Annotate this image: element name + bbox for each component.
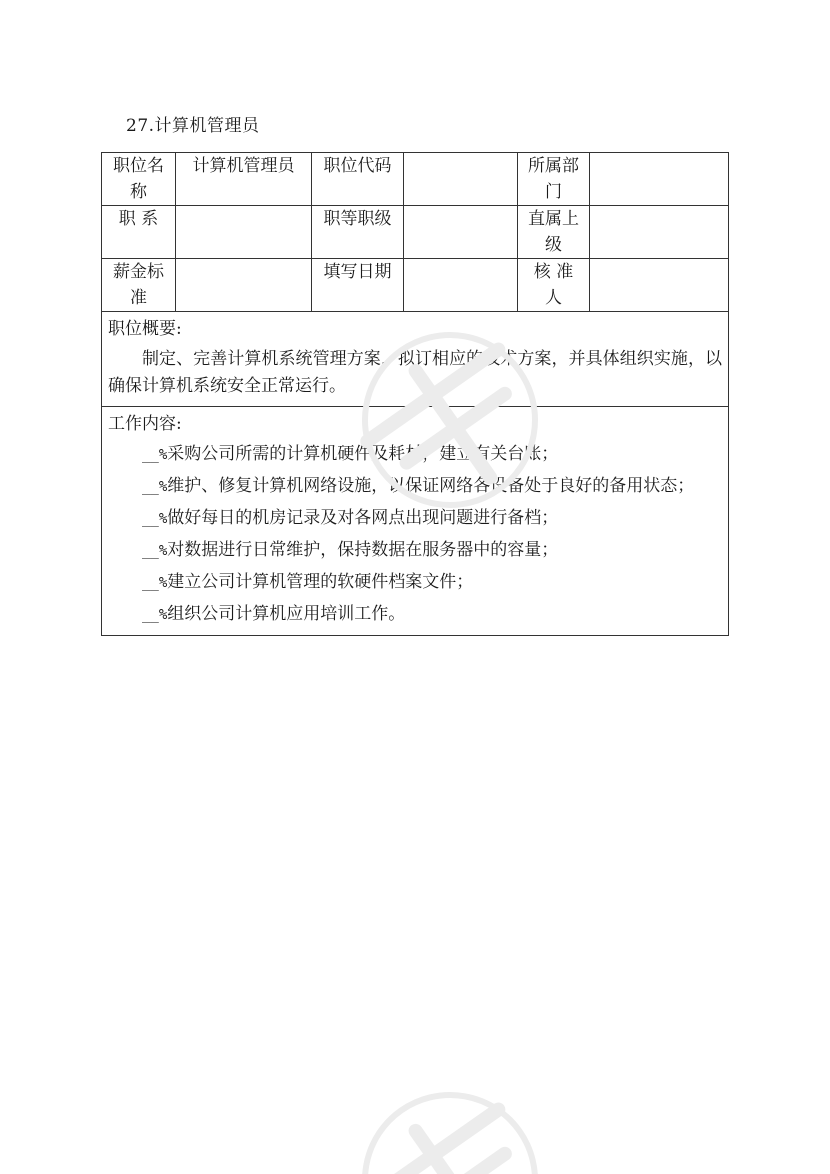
- summary-text: 制定、完善计算机系统管理方案，拟订相应的技术方案，并具体组织实施，以确保计算机系统安全正常运行。: [108, 349, 722, 396]
- value-department: [590, 153, 729, 206]
- table-row: [102, 206, 729, 259]
- summary-section: [102, 312, 729, 407]
- job-description-table: [101, 152, 729, 636]
- value-position-name: 计算机管理员: [176, 153, 312, 206]
- table-row: [102, 153, 729, 206]
- duty-item: __%采购公司所需的计算机硬件及耗材，建立有关台账；: [142, 444, 559, 464]
- percent-blank: __%: [142, 543, 168, 559]
- watermark-graphic: [330, 1060, 570, 1174]
- label-approver: 核 准 人: [518, 259, 590, 312]
- page-title: 27.计算机管理员: [126, 116, 260, 136]
- percent-blank: __%: [142, 607, 168, 623]
- label-position-name: 职位名称: [102, 153, 176, 206]
- duties-row: [102, 407, 729, 636]
- duty-item: __%建立公司计算机管理的软硬件档案文件；: [142, 572, 474, 592]
- label-position-code: 职位代码: [312, 153, 404, 206]
- label-job-family: 职 系: [102, 206, 176, 259]
- label-salary-standard: 薪金标准: [102, 259, 176, 312]
- label-direct-supervisor: 直属上级: [518, 206, 590, 259]
- duty-item: __%对数据进行日常维护，保持数据在服务器中的容量；: [142, 540, 559, 560]
- value-job-grade: [404, 206, 518, 259]
- value-direct-supervisor: [590, 206, 729, 259]
- summary-heading: 职位概要:: [108, 319, 182, 339]
- value-position-code: [404, 153, 518, 206]
- percent-blank: __%: [142, 479, 168, 495]
- duty-item: __%做好每日的机房记录及对各网点出现问题进行备档；: [142, 508, 559, 528]
- duties-heading: 工作内容:: [108, 414, 182, 434]
- value-job-family: [176, 206, 312, 259]
- percent-blank: __%: [142, 511, 168, 527]
- table-row: [102, 259, 729, 312]
- label-department: 所属部门: [518, 153, 590, 206]
- value-approver: [590, 259, 729, 312]
- label-fill-date: 填写日期: [312, 259, 404, 312]
- duty-item: __%维护、修复计算机网络设施，以保证网络各设备处于良好的备用状态；: [142, 476, 695, 496]
- percent-blank: __%: [142, 575, 168, 591]
- label-job-grade: 职等职级: [312, 206, 404, 259]
- duty-item: __%组织公司计算机应用培训工作。: [142, 604, 406, 624]
- value-fill-date: [404, 259, 518, 312]
- duties-section: [102, 407, 729, 636]
- summary-row: [102, 312, 729, 407]
- value-salary-standard: [176, 259, 312, 312]
- percent-blank: __%: [142, 447, 168, 463]
